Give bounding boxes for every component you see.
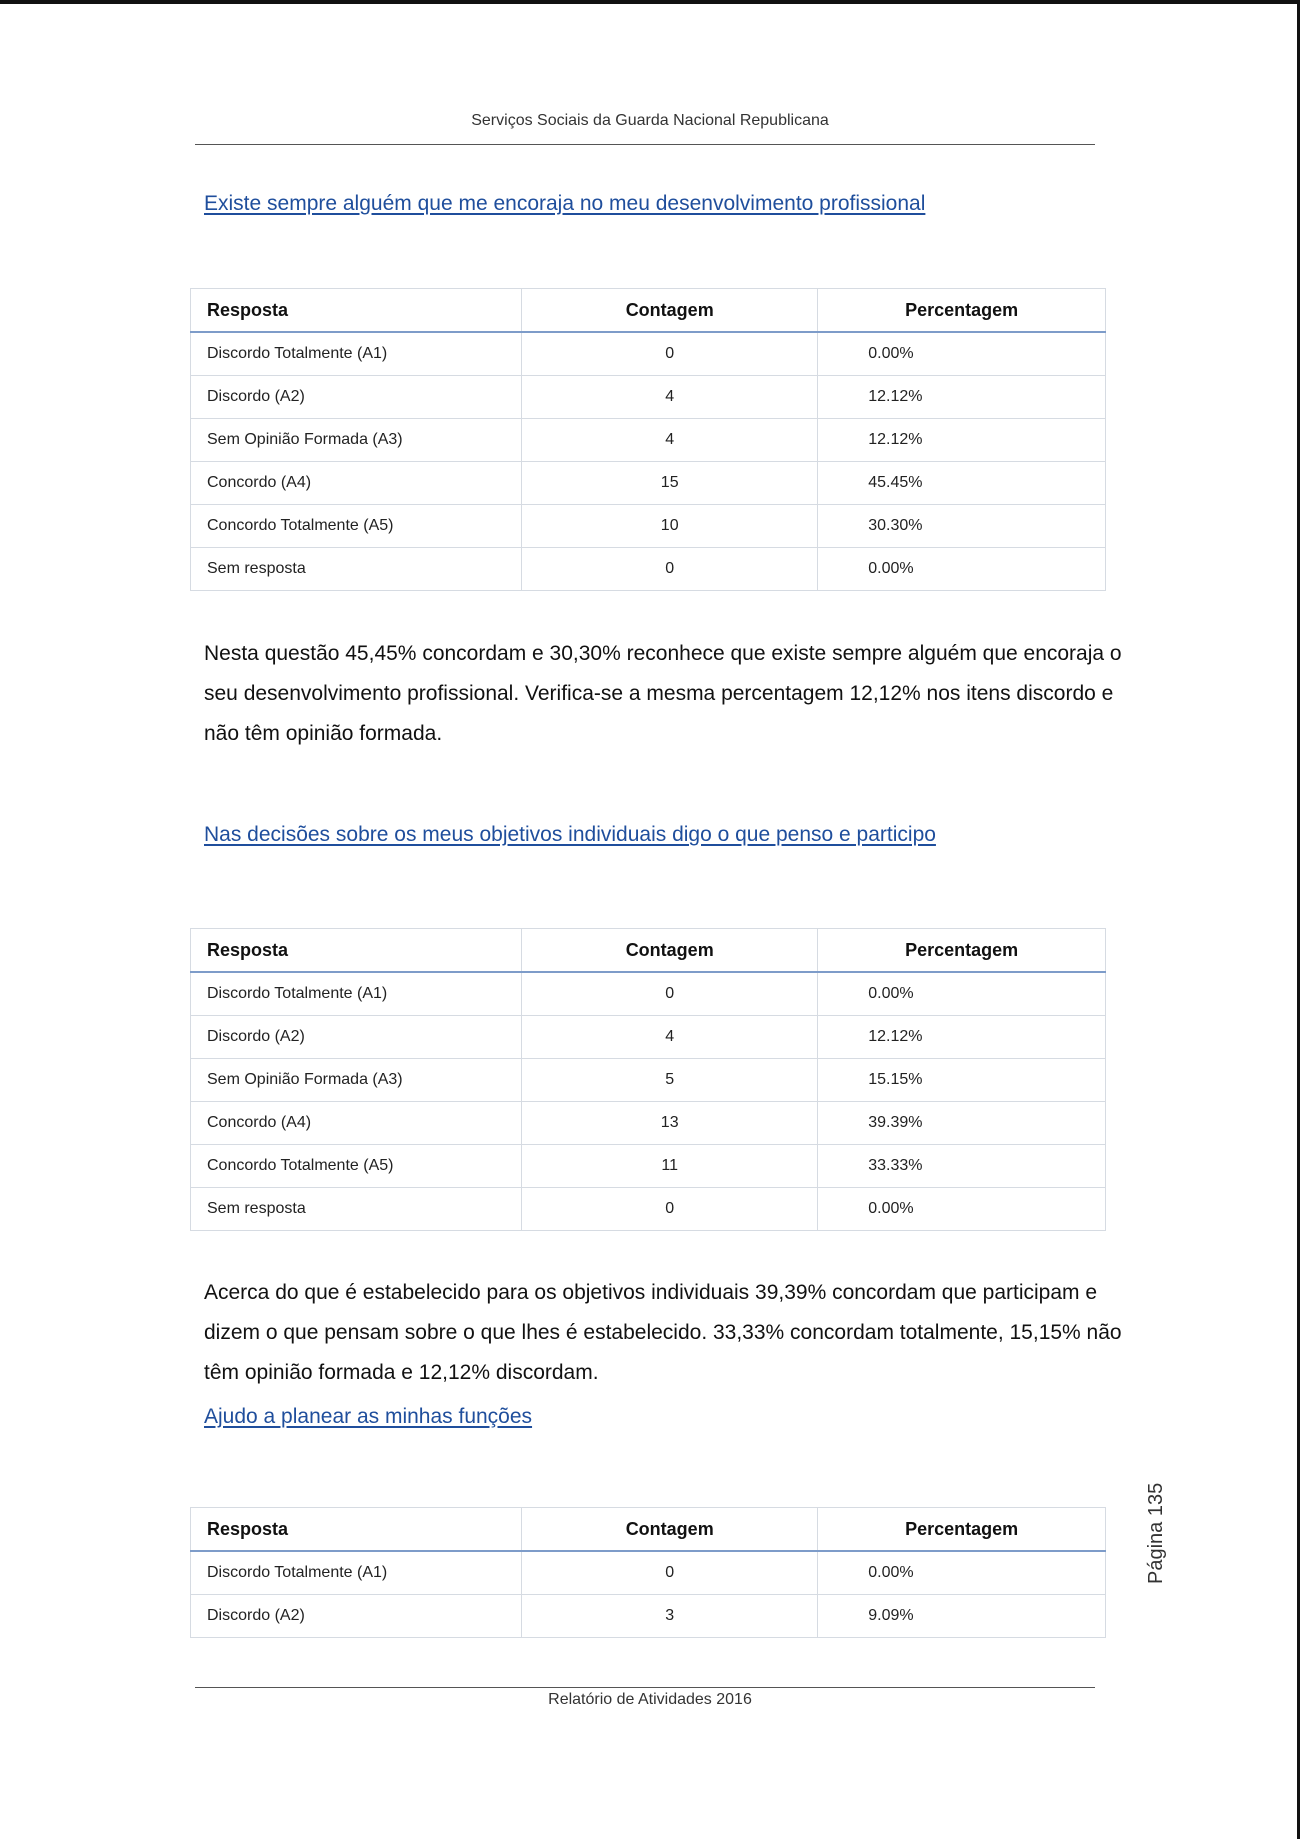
row-label: Concordo Totalmente (A5) bbox=[191, 505, 522, 548]
row-percentage: 0.00% bbox=[818, 1188, 1106, 1231]
row-count: 4 bbox=[522, 1016, 818, 1059]
row-percentage: 39.39% bbox=[818, 1102, 1106, 1145]
question-title-2: Nas decisões sobre os meus objetivos individuais digo o que penso e participo bbox=[204, 823, 936, 846]
row-percentage: 33.33% bbox=[818, 1145, 1106, 1188]
row-count: 0 bbox=[522, 548, 818, 591]
results-table-3 bbox=[190, 1507, 1106, 1638]
row-count: 3 bbox=[522, 1595, 818, 1638]
table-row bbox=[191, 1016, 1106, 1059]
table-row bbox=[191, 332, 1106, 376]
column-header-contagem: Contagem bbox=[522, 1508, 818, 1552]
row-label: Sem Opinião Formada (A3) bbox=[191, 419, 522, 462]
row-percentage: 0.00% bbox=[818, 548, 1106, 591]
row-count: 0 bbox=[522, 332, 818, 376]
table-row bbox=[191, 376, 1106, 419]
row-percentage: 0.00% bbox=[818, 1551, 1106, 1595]
row-label: Sem resposta bbox=[191, 548, 522, 591]
row-percentage: 15.15% bbox=[818, 1059, 1106, 1102]
table-row bbox=[191, 1059, 1106, 1102]
analysis-paragraph-2: Acerca do que é estabelecido para os objetivos individuais 39,39% concordam que participam e dizem o que pensam sobre o que lhes é estabelecido. 33,33% concordam totalmente, 15,15% não têm opinião formada e 12,12% discordam. bbox=[204, 1281, 1122, 1384]
row-percentage: 12.12% bbox=[818, 376, 1106, 419]
row-count: 0 bbox=[522, 1551, 818, 1595]
column-header-percentagem: Percentagem bbox=[818, 289, 1106, 333]
row-percentage: 9.09% bbox=[818, 1595, 1106, 1638]
table-row bbox=[191, 419, 1106, 462]
row-count: 0 bbox=[522, 1188, 818, 1231]
row-percentage: 12.12% bbox=[818, 1016, 1106, 1059]
table-header-row bbox=[191, 929, 1106, 973]
column-header-contagem: Contagem bbox=[522, 289, 818, 333]
row-percentage: 12.12% bbox=[818, 419, 1106, 462]
row-count: 10 bbox=[522, 505, 818, 548]
row-count: 4 bbox=[522, 376, 818, 419]
table-row bbox=[191, 972, 1106, 1016]
column-header-percentagem: Percentagem bbox=[818, 929, 1106, 973]
table-row bbox=[191, 1188, 1106, 1231]
question-title-3: Ajudo a planear as minhas funções bbox=[204, 1405, 533, 1428]
row-label: Sem Opinião Formada (A3) bbox=[191, 1059, 522, 1102]
page-number-label: Página 135 bbox=[1145, 1482, 1167, 1584]
row-count: 5 bbox=[522, 1059, 818, 1102]
header-rule bbox=[195, 144, 1095, 145]
footer-rule bbox=[195, 1687, 1095, 1688]
row-count: 4 bbox=[522, 419, 818, 462]
row-label: Sem resposta bbox=[191, 1188, 522, 1231]
table-header-row bbox=[191, 289, 1106, 333]
row-count: 11 bbox=[522, 1145, 818, 1188]
row-label: Discordo (A2) bbox=[191, 376, 522, 419]
column-header-contagem: Contagem bbox=[522, 929, 818, 973]
row-label: Concordo (A4) bbox=[191, 1102, 522, 1145]
table-row bbox=[191, 1551, 1106, 1595]
table-row bbox=[191, 548, 1106, 591]
row-label: Concordo (A4) bbox=[191, 462, 522, 505]
row-label: Discordo (A2) bbox=[191, 1016, 522, 1059]
analysis-paragraph-1: Nesta questão 45,45% concordam e 30,30% reconhece que existe sempre alguém que encoraja o seu desenvolvimento profissional. Verifica-se a mesma percentagem 12,12% nos itens discordo e não têm opinião formada. bbox=[204, 642, 1122, 745]
row-label: Discordo Totalmente (A1) bbox=[191, 972, 522, 1016]
table-row bbox=[191, 1595, 1106, 1638]
column-header-resposta: Resposta bbox=[191, 1508, 522, 1552]
column-header-percentagem: Percentagem bbox=[818, 1508, 1106, 1552]
row-percentage: 0.00% bbox=[818, 972, 1106, 1016]
table-row bbox=[191, 462, 1106, 505]
page-footer: Relatório de Atividades 2016 bbox=[548, 1691, 752, 1708]
table-header-row bbox=[191, 1508, 1106, 1552]
row-label: Discordo Totalmente (A1) bbox=[191, 1551, 522, 1595]
row-label: Discordo (A2) bbox=[191, 1595, 522, 1638]
row-count: 0 bbox=[522, 972, 818, 1016]
row-label: Concordo Totalmente (A5) bbox=[191, 1145, 522, 1188]
table-row bbox=[191, 1145, 1106, 1188]
row-percentage: 30.30% bbox=[818, 505, 1106, 548]
question-title-1: Existe sempre alguém que me encoraja no meu desenvolvimento profissional bbox=[204, 192, 926, 215]
row-percentage: 0.00% bbox=[818, 332, 1106, 376]
column-header-resposta: Resposta bbox=[191, 929, 522, 973]
row-count: 13 bbox=[522, 1102, 818, 1145]
table-row bbox=[191, 505, 1106, 548]
column-header-resposta: Resposta bbox=[191, 289, 522, 333]
row-percentage: 45.45% bbox=[818, 462, 1106, 505]
row-label: Discordo Totalmente (A1) bbox=[191, 332, 522, 376]
results-table-1 bbox=[190, 288, 1106, 591]
row-count: 15 bbox=[522, 462, 818, 505]
page-header: Serviços Sociais da Guarda Nacional Republicana bbox=[471, 112, 829, 129]
table-row bbox=[191, 1102, 1106, 1145]
results-table-2 bbox=[190, 928, 1106, 1231]
